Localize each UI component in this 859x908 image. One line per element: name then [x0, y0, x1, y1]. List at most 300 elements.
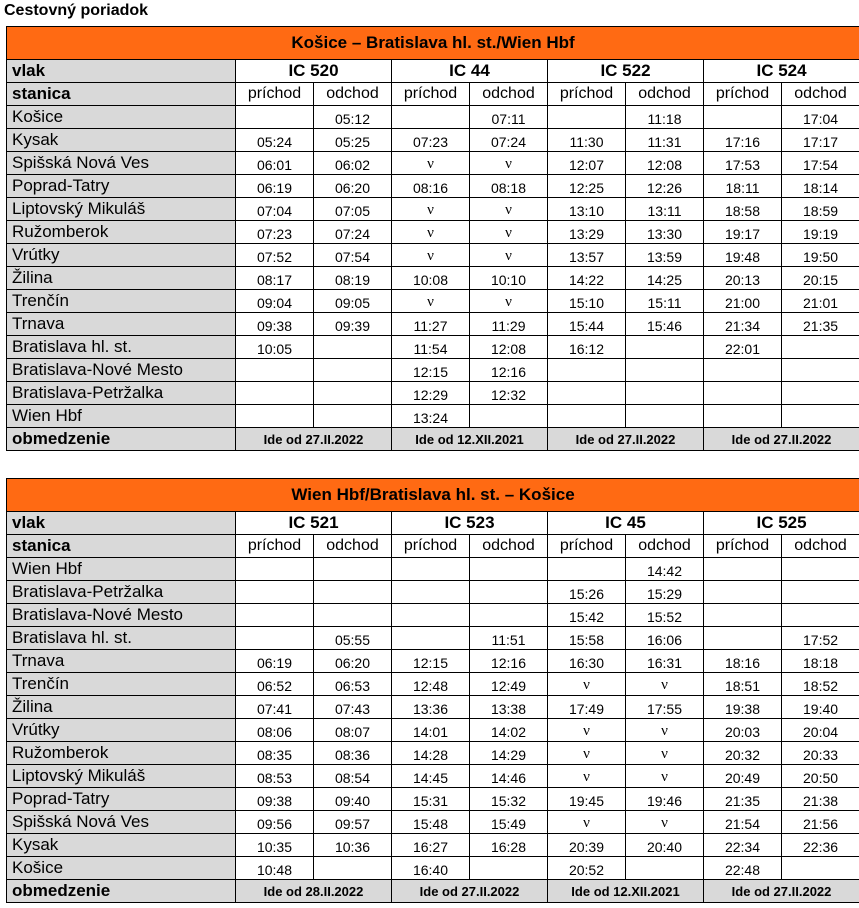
time-cell: 08:18 [470, 175, 548, 198]
departure-label: odchod [782, 535, 859, 558]
time-cell: 13:38 [470, 696, 548, 719]
time-cell: 21:34 [704, 313, 782, 336]
time-cell [548, 106, 626, 129]
time-cell: 20:52 [548, 857, 626, 880]
time-cell: 09:56 [236, 811, 314, 834]
station-name: Košice [7, 857, 236, 880]
table-row [7, 788, 859, 811]
time-cell: 18:58 [704, 198, 782, 221]
restriction-note: Ide od 27.II.2022 [392, 880, 548, 903]
train-number: IC 521 [236, 512, 392, 535]
time-cell [314, 382, 392, 405]
arrival-label: príchod [392, 83, 470, 106]
station-name: Bratislava hl. st. [7, 627, 236, 650]
time-cell: 13:57 [548, 244, 626, 267]
time-cell: ν [548, 719, 626, 742]
time-cell: 06:20 [314, 650, 392, 673]
time-cell: 19:46 [626, 788, 704, 811]
timetable-wien-kosice [6, 478, 859, 903]
table-row [7, 765, 859, 788]
time-cell: 19:19 [782, 221, 859, 244]
arrival-label: príchod [236, 535, 314, 558]
time-cell: 15:52 [626, 604, 704, 627]
time-cell: 22:34 [704, 834, 782, 857]
time-cell: 22:36 [782, 834, 859, 857]
time-cell [470, 405, 548, 428]
station-name: Bratislava-Petržalka [7, 382, 236, 405]
time-cell: 18:11 [704, 175, 782, 198]
departure-label: odchod [314, 535, 392, 558]
table-row [7, 175, 859, 198]
time-cell: 14:01 [392, 719, 470, 742]
time-cell: ν [470, 244, 548, 267]
time-cell [470, 604, 548, 627]
time-cell: 07:23 [392, 129, 470, 152]
station-name: Vrútky [7, 244, 236, 267]
time-cell: 17:17 [782, 129, 859, 152]
time-cell: ν [548, 765, 626, 788]
time-cell: 09:38 [236, 313, 314, 336]
time-cell: 12:29 [392, 382, 470, 405]
table-row [7, 627, 859, 650]
time-cell: 05:12 [314, 106, 392, 129]
station-name: Bratislava-Petržalka [7, 581, 236, 604]
time-cell [314, 558, 392, 581]
time-cell: 12:26 [626, 175, 704, 198]
station-label: stanica [7, 83, 236, 106]
station-name: Kysak [7, 129, 236, 152]
table-row [7, 336, 859, 359]
time-cell [314, 604, 392, 627]
time-cell [236, 359, 314, 382]
time-cell: 12:49 [470, 673, 548, 696]
time-cell: 16:40 [392, 857, 470, 880]
time-cell: 10:08 [392, 267, 470, 290]
time-cell: ν [626, 719, 704, 742]
time-cell: 07:24 [470, 129, 548, 152]
time-cell: 17:16 [704, 129, 782, 152]
time-cell: 14:28 [392, 742, 470, 765]
time-cell [782, 405, 859, 428]
restriction-note: Ide od 12.XII.2021 [392, 428, 548, 451]
table-row [7, 558, 859, 581]
time-cell [236, 382, 314, 405]
time-cell: 11:18 [626, 106, 704, 129]
time-cell: ν [548, 742, 626, 765]
time-cell: 14:25 [626, 267, 704, 290]
time-cell: 14:45 [392, 765, 470, 788]
time-cell [392, 627, 470, 650]
table-row [7, 106, 859, 129]
train-number: IC 522 [548, 60, 704, 83]
time-cell: 09:05 [314, 290, 392, 313]
time-cell: 11:54 [392, 336, 470, 359]
station-name: Košice [7, 106, 236, 129]
time-cell [782, 359, 859, 382]
station-name: Bratislava hl. st. [7, 336, 236, 359]
time-cell: 07:41 [236, 696, 314, 719]
restriction-note: Ide od 27.II.2022 [704, 880, 859, 903]
time-cell: 20:03 [704, 719, 782, 742]
time-cell [236, 106, 314, 129]
time-cell [548, 558, 626, 581]
time-cell: 07:04 [236, 198, 314, 221]
time-cell [314, 336, 392, 359]
time-cell: 08:19 [314, 267, 392, 290]
time-cell: 10:48 [236, 857, 314, 880]
station-name: Trenčín [7, 673, 236, 696]
train-number: IC 523 [392, 512, 548, 535]
time-cell: 07:24 [314, 221, 392, 244]
time-cell [704, 382, 782, 405]
time-cell: 21:01 [782, 290, 859, 313]
time-cell: 06:20 [314, 175, 392, 198]
time-cell: 16:31 [626, 650, 704, 673]
time-cell: 07:52 [236, 244, 314, 267]
arrival-label: príchod [704, 83, 782, 106]
table-row [7, 244, 859, 267]
time-cell: 05:55 [314, 627, 392, 650]
station-name: Wien Hbf [7, 405, 236, 428]
time-cell: 15:49 [470, 811, 548, 834]
station-name: Spišská Nová Ves [7, 811, 236, 834]
time-cell: 21:00 [704, 290, 782, 313]
restriction-label: obmedzenie [7, 880, 236, 903]
restriction-note: Ide od 27.II.2022 [236, 428, 392, 451]
time-cell [236, 558, 314, 581]
station-name: Poprad-Tatry [7, 788, 236, 811]
departure-label: odchod [626, 535, 704, 558]
time-cell: 15:46 [626, 313, 704, 336]
time-cell: ν [392, 221, 470, 244]
time-cell: 07:05 [314, 198, 392, 221]
time-cell: 20:33 [782, 742, 859, 765]
table-row [7, 811, 859, 834]
station-name: Liptovský Mikuláš [7, 765, 236, 788]
time-cell [392, 604, 470, 627]
station-name: Kysak [7, 834, 236, 857]
time-cell: ν [470, 152, 548, 175]
time-cell: 07:11 [470, 106, 548, 129]
table-header: Košice – Bratislava hl. st./Wien Hbf [7, 27, 859, 60]
restriction-note: Ide od 28.II.2022 [236, 880, 392, 903]
time-cell [314, 359, 392, 382]
time-cell: 08:17 [236, 267, 314, 290]
time-cell: 06:19 [236, 650, 314, 673]
time-cell: 16:27 [392, 834, 470, 857]
time-cell: 19:38 [704, 696, 782, 719]
time-cell: 13:24 [392, 405, 470, 428]
station-name: Bratislava-Nové Mesto [7, 604, 236, 627]
time-cell: 14:42 [626, 558, 704, 581]
station-name: Trnava [7, 650, 236, 673]
time-cell: ν [626, 742, 704, 765]
train-number: IC 525 [704, 512, 859, 535]
time-cell: 10:05 [236, 336, 314, 359]
table-row [7, 857, 859, 880]
time-cell: 17:04 [782, 106, 859, 129]
time-cell: 20:13 [704, 267, 782, 290]
time-cell: 11:29 [470, 313, 548, 336]
station-name: Trenčín [7, 290, 236, 313]
time-cell: 20:40 [626, 834, 704, 857]
departure-label: odchod [314, 83, 392, 106]
time-cell: 20:15 [782, 267, 859, 290]
time-cell [470, 857, 548, 880]
time-cell: 08:36 [314, 742, 392, 765]
station-name: Spišská Nová Ves [7, 152, 236, 175]
time-cell: 18:51 [704, 673, 782, 696]
time-cell [548, 405, 626, 428]
time-cell: 05:25 [314, 129, 392, 152]
time-cell: 12:25 [548, 175, 626, 198]
time-cell: 22:48 [704, 857, 782, 880]
time-cell [314, 857, 392, 880]
time-cell: ν [548, 673, 626, 696]
time-cell [392, 581, 470, 604]
time-cell: 15:44 [548, 313, 626, 336]
time-cell: 12:48 [392, 673, 470, 696]
time-cell [704, 558, 782, 581]
time-cell: 05:24 [236, 129, 314, 152]
arrival-label: príchod [548, 83, 626, 106]
departure-label: odchod [782, 83, 859, 106]
time-cell: 16:12 [548, 336, 626, 359]
time-cell: 13:30 [626, 221, 704, 244]
time-cell: 18:18 [782, 650, 859, 673]
station-name: Žilina [7, 696, 236, 719]
time-cell: 11:30 [548, 129, 626, 152]
timetable-kosice-bratislava [6, 26, 859, 451]
time-cell: 14:29 [470, 742, 548, 765]
time-cell: 20:04 [782, 719, 859, 742]
time-cell: 07:43 [314, 696, 392, 719]
time-cell [626, 382, 704, 405]
time-cell [236, 627, 314, 650]
arrival-label: príchod [392, 535, 470, 558]
time-cell [782, 336, 859, 359]
time-cell [782, 382, 859, 405]
time-cell [548, 359, 626, 382]
table-row [7, 650, 859, 673]
table-row [7, 834, 859, 857]
time-cell: 09:39 [314, 313, 392, 336]
time-cell [782, 857, 859, 880]
time-cell [548, 382, 626, 405]
time-cell: 19:50 [782, 244, 859, 267]
time-cell: ν [626, 765, 704, 788]
time-cell: 16:28 [470, 834, 548, 857]
time-cell [392, 558, 470, 581]
restriction-note: Ide od 12.XII.2021 [548, 880, 704, 903]
time-cell: 15:26 [548, 581, 626, 604]
time-cell: 19:17 [704, 221, 782, 244]
time-cell: 08:54 [314, 765, 392, 788]
time-cell: 12:16 [470, 359, 548, 382]
time-cell [704, 604, 782, 627]
time-cell: 06:01 [236, 152, 314, 175]
time-cell: 13:36 [392, 696, 470, 719]
table-header: Wien Hbf/Bratislava hl. st. – Košice [7, 479, 859, 512]
time-cell: 09:38 [236, 788, 314, 811]
time-cell: 13:11 [626, 198, 704, 221]
time-cell: 09:57 [314, 811, 392, 834]
time-cell: 12:15 [392, 359, 470, 382]
time-cell: 14:02 [470, 719, 548, 742]
table-row [7, 604, 859, 627]
table-row [7, 152, 859, 175]
time-cell: 21:38 [782, 788, 859, 811]
table-row [7, 267, 859, 290]
time-cell: ν [392, 198, 470, 221]
time-cell: ν [548, 811, 626, 834]
time-cell: 11:27 [392, 313, 470, 336]
time-cell: 08:53 [236, 765, 314, 788]
time-cell: 15:32 [470, 788, 548, 811]
time-cell: ν [626, 811, 704, 834]
time-cell [704, 405, 782, 428]
time-cell: 13:59 [626, 244, 704, 267]
table-row [7, 198, 859, 221]
departure-label: odchod [626, 83, 704, 106]
time-cell [470, 581, 548, 604]
time-cell: 14:46 [470, 765, 548, 788]
time-cell: 19:45 [548, 788, 626, 811]
train-number: IC 524 [704, 60, 859, 83]
time-cell: 14:22 [548, 267, 626, 290]
time-cell: 17:55 [626, 696, 704, 719]
time-cell: 16:06 [626, 627, 704, 650]
time-cell [314, 405, 392, 428]
time-cell [704, 627, 782, 650]
station-name: Ružomberok [7, 221, 236, 244]
restriction-note: Ide od 27.II.2022 [548, 428, 704, 451]
time-cell [626, 336, 704, 359]
time-cell: 18:16 [704, 650, 782, 673]
table-row [7, 382, 859, 405]
train-label: vlak [7, 512, 236, 535]
time-cell: 11:51 [470, 627, 548, 650]
time-cell: 06:19 [236, 175, 314, 198]
time-cell [704, 359, 782, 382]
station-name: Poprad-Tatry [7, 175, 236, 198]
time-cell: 12:08 [470, 336, 548, 359]
time-cell: 12:08 [626, 152, 704, 175]
station-name: Liptovský Mikuláš [7, 198, 236, 221]
time-cell [626, 359, 704, 382]
time-cell: 21:56 [782, 811, 859, 834]
time-cell: 19:48 [704, 244, 782, 267]
station-name: Žilina [7, 267, 236, 290]
time-cell [626, 857, 704, 880]
time-cell: 06:02 [314, 152, 392, 175]
time-cell: 09:40 [314, 788, 392, 811]
time-cell [470, 558, 548, 581]
time-cell [704, 581, 782, 604]
time-cell: 08:06 [236, 719, 314, 742]
table-row [7, 742, 859, 765]
time-cell: 15:48 [392, 811, 470, 834]
time-cell: 18:59 [782, 198, 859, 221]
station-label: stanica [7, 535, 236, 558]
time-cell: 20:39 [548, 834, 626, 857]
time-cell: 20:32 [704, 742, 782, 765]
time-cell: 09:04 [236, 290, 314, 313]
time-cell: 07:54 [314, 244, 392, 267]
time-cell [314, 581, 392, 604]
arrival-label: príchod [236, 83, 314, 106]
train-number: IC 520 [236, 60, 392, 83]
time-cell: 21:54 [704, 811, 782, 834]
time-cell [392, 106, 470, 129]
time-cell: 17:54 [782, 152, 859, 175]
table-row [7, 129, 859, 152]
station-name: Wien Hbf [7, 558, 236, 581]
station-name: Trnava [7, 313, 236, 336]
time-cell: 16:30 [548, 650, 626, 673]
time-cell: 15:11 [626, 290, 704, 313]
time-cell: 06:52 [236, 673, 314, 696]
time-cell: ν [392, 290, 470, 313]
time-cell: 11:31 [626, 129, 704, 152]
time-cell: 10:35 [236, 834, 314, 857]
time-cell: 12:15 [392, 650, 470, 673]
time-cell: 18:52 [782, 673, 859, 696]
station-name: Ružomberok [7, 742, 236, 765]
time-cell [782, 558, 859, 581]
time-cell: 18:14 [782, 175, 859, 198]
table-row [7, 405, 859, 428]
time-cell: 20:49 [704, 765, 782, 788]
time-cell: 15:10 [548, 290, 626, 313]
time-cell: 08:35 [236, 742, 314, 765]
time-cell: 15:58 [548, 627, 626, 650]
time-cell: 15:29 [626, 581, 704, 604]
time-cell: 17:53 [704, 152, 782, 175]
time-cell [236, 604, 314, 627]
time-cell: 22:01 [704, 336, 782, 359]
time-cell [782, 581, 859, 604]
time-cell [236, 581, 314, 604]
time-cell: 21:35 [704, 788, 782, 811]
time-cell [704, 106, 782, 129]
station-name: Bratislava-Nové Mesto [7, 359, 236, 382]
time-cell: 08:07 [314, 719, 392, 742]
train-label: vlak [7, 60, 236, 83]
time-cell: 17:52 [782, 627, 859, 650]
time-cell [626, 405, 704, 428]
table-row [7, 221, 859, 244]
time-cell: 06:53 [314, 673, 392, 696]
time-cell: 12:32 [470, 382, 548, 405]
time-cell: 17:49 [548, 696, 626, 719]
restriction-note: Ide od 27.II.2022 [704, 428, 859, 451]
time-cell: ν [470, 198, 548, 221]
time-cell: 12:16 [470, 650, 548, 673]
time-cell: ν [470, 221, 548, 244]
table-row [7, 581, 859, 604]
time-cell: 08:16 [392, 175, 470, 198]
time-cell: ν [470, 290, 548, 313]
departure-label: odchod [470, 535, 548, 558]
time-cell: ν [626, 673, 704, 696]
table-row [7, 313, 859, 336]
time-cell: 10:36 [314, 834, 392, 857]
time-cell: 12:07 [548, 152, 626, 175]
time-cell: ν [392, 152, 470, 175]
table-row [7, 359, 859, 382]
time-cell: ν [392, 244, 470, 267]
